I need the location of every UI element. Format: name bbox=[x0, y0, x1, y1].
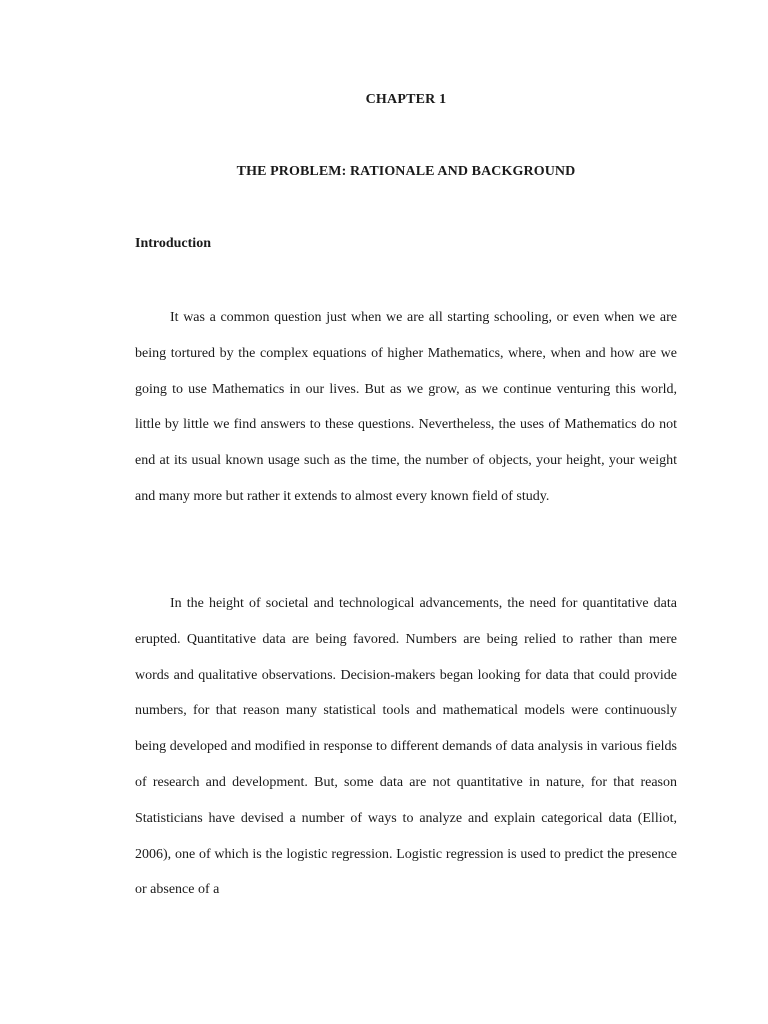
paragraph-2: In the height of societal and technological advancements, the need for quantitative data erupted. Quantitative data are being favored. Numbers are being relied to rather than mere words and qualitative observations. Decision-makers began looking for data that could provide numbers, for that reason many statistical tools and mathematical models were continuously being developed and modified in response to different demands of data analysis in various fields of research and development. But, some data are not quantitative in nature, for that reason Statisticians have devised a number of ways to analyze and explain categorical data (Elliot, 2006), one of which is the logistic regression. Logistic regression is used to predict the presence or absence of a bbox=[135, 596, 677, 898]
chapter-title: THE PROBLEM: RATIONALE AND BACKGROUND bbox=[236, 164, 576, 179]
section-heading: Introduction bbox=[135, 236, 211, 251]
paragraph-1: It was a common question just when we are all starting schooling, or even when we are being tortured by the complex equations of higher Mathematics, where, when and how are we going to use Mathematics in our lives. But as we grow, as we continue venturing this world, little by little we find answers to these questions. Nevertheless, the uses of Mathematics do not end at its usual known usage such as the time, the number of objects, your height, your weight and many more but rather it extends to almost every known field of study. bbox=[135, 310, 677, 504]
chapter-label: CHAPTER 1 bbox=[365, 92, 447, 107]
